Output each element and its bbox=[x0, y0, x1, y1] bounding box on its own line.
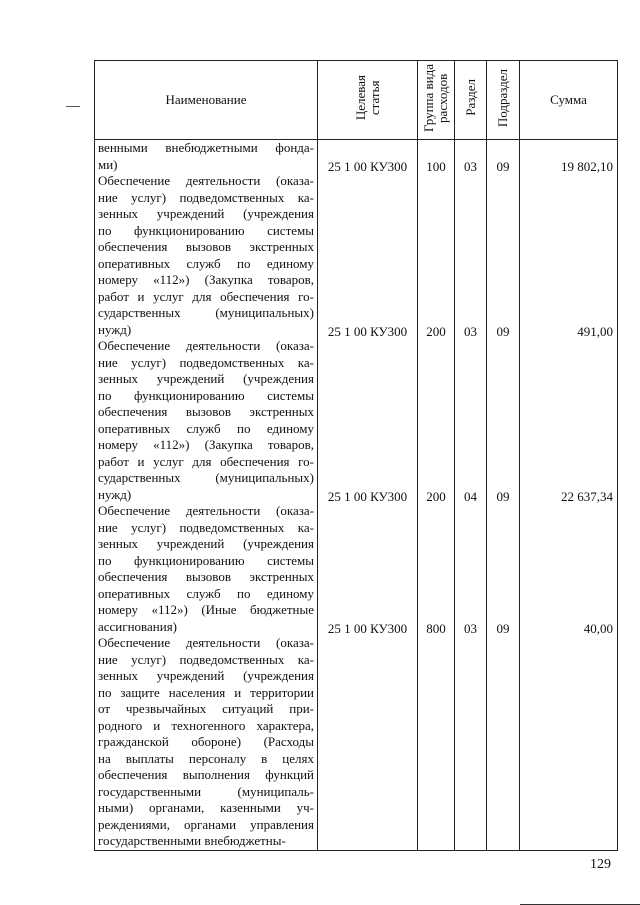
header-sum: Сумма bbox=[520, 61, 618, 140]
section-column bbox=[455, 140, 487, 851]
sum-column bbox=[520, 140, 618, 851]
description-line: ние услуг) подведомственных ка- bbox=[98, 651, 314, 667]
cell-group: 200 bbox=[426, 488, 446, 504]
description-line: обеспечения выполнения функций bbox=[98, 767, 314, 782]
cell-sum: 40,00 bbox=[583, 620, 613, 636]
cell-sum: 22 637,34 bbox=[561, 488, 613, 504]
description-line: Обеспечение деятельности (оказа- bbox=[98, 503, 314, 518]
cell-subsection: 09 bbox=[496, 323, 510, 339]
cell-subsection: 09 bbox=[496, 620, 510, 636]
description-line: реждениями, органами управления bbox=[98, 816, 314, 832]
description-line: ние услуг) подведомственных ка- bbox=[98, 189, 314, 205]
cell-sum: 491,00 bbox=[577, 323, 613, 339]
description-line: номеру «112») (Закупка товаров, bbox=[98, 437, 314, 452]
description-line: нужд) bbox=[98, 321, 132, 337]
description-line: ными) органами, казенными уч- bbox=[98, 800, 314, 815]
description-line: венными внебюджетными фонда- bbox=[98, 140, 314, 155]
description-line: зенных учреждений (учреждения bbox=[98, 536, 314, 551]
description-line: зенных учреждений (учреждения bbox=[98, 668, 314, 683]
description-line: оперативных служб по единому bbox=[98, 420, 314, 436]
group-column bbox=[418, 140, 455, 851]
description-line: обеспечения вызовов экстренных bbox=[98, 404, 314, 419]
cell-target: 25 1 00 КУ300 bbox=[327, 620, 408, 636]
description-line: по функционированию системы bbox=[98, 222, 314, 238]
cell-section: 03 bbox=[464, 620, 477, 636]
description-line: оперативных служб по единому bbox=[98, 585, 314, 601]
cell-group: 800 bbox=[426, 620, 446, 636]
description-line: ассигнования) bbox=[98, 618, 178, 634]
cell-sum: 19 802,10 bbox=[561, 158, 613, 174]
description-line: Обеспечение деятельности (оказа- bbox=[98, 635, 314, 650]
description-line: зенных учреждений (учреждения bbox=[98, 371, 314, 386]
cell-target: 25 1 00 КУ300 bbox=[327, 488, 408, 504]
description-line: по функционированию системы bbox=[98, 387, 314, 403]
description-line: сударственных (муниципальных) bbox=[98, 305, 314, 320]
description-line: государственными (муниципаль- bbox=[98, 783, 314, 799]
cell-subsection: 09 bbox=[496, 488, 510, 504]
header-section: Раздел bbox=[455, 61, 487, 140]
description-line: родного и техногенного характера, bbox=[98, 717, 314, 733]
description-line: Обеспечение деятельности (оказа- bbox=[98, 173, 314, 188]
description-line: ние услуг) подведомственных ка- bbox=[98, 354, 314, 370]
description-line: ми) bbox=[98, 156, 118, 172]
margin-mark bbox=[66, 106, 80, 107]
cell-section: 03 bbox=[464, 323, 477, 339]
description-line: по функционированию системы bbox=[98, 552, 314, 568]
header-target-article: Целевая статья bbox=[318, 61, 418, 140]
table-body bbox=[95, 140, 618, 851]
description-line: работ и услуг для обеспечения го- bbox=[98, 288, 314, 304]
table-header-row bbox=[95, 61, 618, 140]
target-column bbox=[318, 140, 418, 851]
description-line: оперативных служб по единому bbox=[98, 255, 314, 271]
cell-group: 100 bbox=[426, 158, 446, 174]
budget-table bbox=[94, 60, 618, 851]
cell-subsection: 09 bbox=[496, 158, 510, 174]
description-line: на выплаты персоналу в целях bbox=[98, 750, 314, 766]
page-number: 129 bbox=[590, 857, 611, 872]
description-line: сударственных (муниципальных) bbox=[98, 470, 314, 485]
description-line: государственными внебюджетны- bbox=[98, 833, 286, 848]
description-line: зенных учреждений (учреждения bbox=[98, 206, 314, 221]
header-subsection: Подраздел bbox=[487, 61, 520, 140]
header-name: Наименование bbox=[95, 61, 318, 140]
description-line: от чрезвычайных ситуаций при- bbox=[98, 701, 314, 716]
description-line: работ и услуг для обеспечения го- bbox=[98, 453, 314, 469]
subsection-column bbox=[487, 140, 520, 851]
cell-target: 25 1 00 КУ300 bbox=[327, 158, 408, 174]
cell-target: 25 1 00 КУ300 bbox=[327, 323, 408, 339]
description-line: обеспечения вызовов экстренных bbox=[98, 239, 314, 254]
cell-section: 04 bbox=[464, 488, 477, 504]
description-line: номеру «112») (Закупка товаров, bbox=[98, 272, 314, 287]
description-line: гражданской обороне) (Расходы bbox=[98, 734, 314, 749]
description-line: нужд) bbox=[98, 486, 132, 502]
name-column bbox=[95, 140, 318, 851]
description-line: номеру «112») (Иные бюджетные bbox=[98, 602, 314, 617]
description-line: Обеспечение деятельности (оказа- bbox=[98, 338, 314, 353]
description-line: ние услуг) подведомственных ка- bbox=[98, 519, 314, 535]
description-line: обеспечения вызовов экстренных bbox=[98, 569, 314, 584]
header-expense-group: Группа вида расходов bbox=[418, 61, 455, 140]
description-line: по защите населения и территории bbox=[98, 684, 314, 700]
cell-group: 200 bbox=[426, 323, 446, 339]
cell-section: 03 bbox=[464, 158, 477, 174]
